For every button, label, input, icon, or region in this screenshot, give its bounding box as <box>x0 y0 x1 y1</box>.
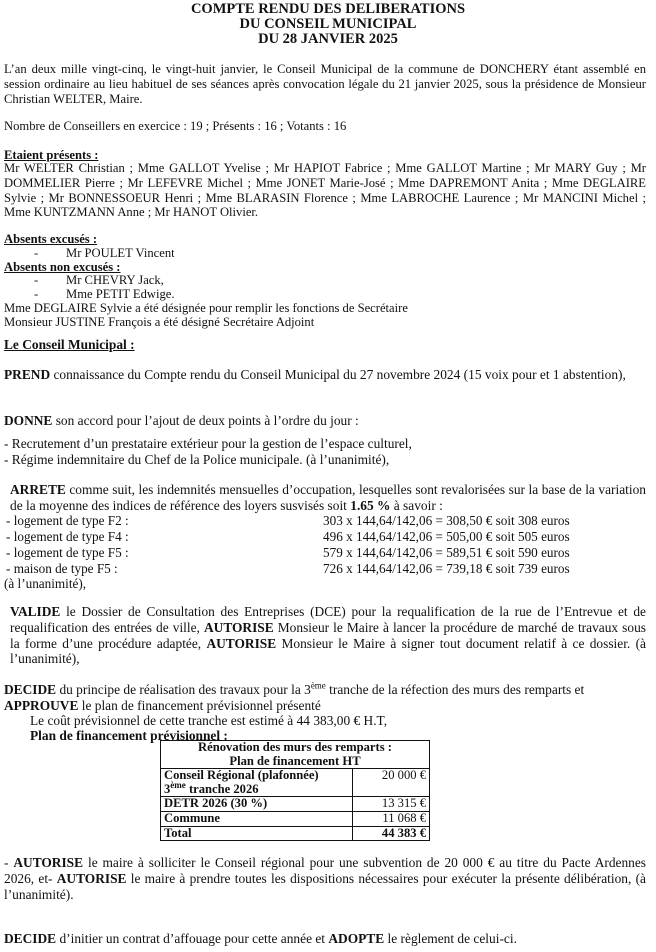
decide-text1: du principe de réalisation des travaux pour la 3 <box>56 682 311 697</box>
arrete-row-label: - maison de type F5 : <box>6 561 118 576</box>
label-sup: ème <box>170 779 186 790</box>
table-cell-label: DETR 2026 (30 %) <box>161 797 353 812</box>
decide2-paragraph <box>4 931 646 947</box>
autorise-paragraph <box>4 855 646 902</box>
arrete-percent: 1.65 % <box>350 497 391 513</box>
table-row <box>161 769 430 797</box>
document-title-line1: COMPTE RENDU DES DELIBERATIONS <box>190 1 466 17</box>
table-cell-label: Total <box>161 826 353 841</box>
arrete-row-calc: 496 x 144,64/142,06 = 505,00 € soit 505 euros <box>323 529 570 544</box>
non-excuses-item: Mme PETIT Edwige. <box>66 287 175 301</box>
table-cell-value: 44 383 € <box>353 826 430 841</box>
autorise-text1: le maire à solliciter le Conseil régional pour une subvention de 20 000 € au titre du Pacte Ardennes 2026, et- <box>4 855 647 886</box>
document-title-line3: DU 28 JANVIER 2025 <box>258 31 398 47</box>
secretaire-line: Mme DEGLAIRE Sylvie a été désignée pour remplir les fonctions de Secrétaire <box>4 301 408 315</box>
presents-heading: Etaient présents : <box>4 148 99 162</box>
arrete-row-calc: 303 x 144,64/142,06 = 308,50 € soit 308 euros <box>323 513 570 528</box>
table-row-label-line2 <box>164 779 349 797</box>
table-cell-label: Commune <box>161 811 353 826</box>
non-excuses-dash: - <box>34 287 39 301</box>
document-title-line2: DU CONSEIL MUNICIPAL <box>239 16 417 32</box>
excuses-dash: - <box>34 246 39 260</box>
donne-item: - Régime indemnitaire du Chef de la Police municipale. (à l’unanimité), <box>4 452 390 467</box>
donne-paragraph <box>4 413 646 429</box>
valide-autorise-verb: AUTORISE <box>206 635 277 651</box>
donne-item: - Recrutement d’un prestataire extérieur pour la gestion de l’espace culturel, <box>4 436 412 451</box>
table-row <box>161 826 430 841</box>
label-part: tranche 2026 <box>185 781 259 796</box>
decide-text2: tranche de la réfection des murs des remparts et <box>325 682 585 697</box>
decide-sup: ème <box>310 680 326 691</box>
valide-text1: le Dossier de Consultation des Entreprises (DCE) pour la requalification de la rue de l’Entrevue et de requalification des entrées de ville, <box>10 604 646 635</box>
valide-paragraph <box>10 604 646 667</box>
table-row-label: Conseil Régional (plafonnée) <box>164 768 319 783</box>
prend-verb: PREND <box>4 367 51 382</box>
decide-verb: DECIDE <box>4 682 57 697</box>
arrete-paragraph <box>10 482 646 514</box>
excuses-item: Mr POULET Vincent <box>66 246 175 260</box>
non-excuses-item: Mr CHEVRY Jack, <box>66 273 164 287</box>
valide-autorise-verb: AUTORISE <box>203 619 274 635</box>
table-cell-value: 20 000 € <box>353 769 430 797</box>
intro-paragraph: L’an deux mille vingt-cinq, le vingt-huit janvier, le Conseil Municipal de la commune de DONCHERY étant assemblé en session ordinaire au lieu habituel de ses séances après convocation légale du 21 janvier 2025, sous la présidence de Monsieur Christian WELTER, Maire. <box>4 62 646 106</box>
valide-text2: Monsieur le Maire à lancer la procédure de marché de travaux sous la forme d’une procédure adaptée, <box>10 619 646 651</box>
arrete-row-label: - logement de type F4 : <box>6 529 129 544</box>
table-row <box>161 811 430 826</box>
autorise-verb: AUTORISE <box>13 855 84 870</box>
non-excuses-dash: - <box>34 273 39 287</box>
autorise-verb: AUTORISE <box>56 870 127 886</box>
arrete-row-label: - logement de type F5 : <box>6 545 129 560</box>
arrete-verb: ARRETE <box>10 482 66 497</box>
label-part: 3 <box>164 781 171 796</box>
decide2-text1: d’initier un contrat d’affouage pour cette année et <box>56 931 329 946</box>
adopte-verb: ADOPTE <box>328 931 385 946</box>
cout-line: Le coût prévisionnel de cette tranche est estimé à 44 383,00 € H.T, <box>30 713 388 728</box>
council-counts: Nombre de Conseillers en exercice : 19 ; Présents : 16 ; Votants : 16 <box>4 119 347 133</box>
arrete-text2: à savoir : <box>390 497 443 513</box>
autorise-text2: le maire à prendre toutes les dispositions nécessaires pour exécuter la présente délibération, (à l’unanimité). <box>4 870 646 902</box>
table-header-row <box>161 741 430 769</box>
presents-list: Mr WELTER Christian ; Mme GALLOT Yvelise ; Mr HAPIOT Fabrice ; Mme GALLOT Martine ; Mr MARY Guy ; Mr DOMMELIER Pierre ; Mr LEFEVRE Michel ; Mme JONET Marie-José ; Mme DAPREMONT Anita ; Mme DEGLAIRE Sylvie ; Mr BONNESSOEUR Henri ; Mme BLARASIN Florence ; Mme LABROCHE Laurence ; Mr MANCINI Michel ; Mme KUNTZMANN Anne ; Mr HANOT Olivier. <box>4 161 646 220</box>
table-header-line1: Rénovation des murs des remparts : <box>198 740 392 754</box>
arrete-row-calc: 579 x 144,64/142,06 = 589,51 € soit 590 euros <box>323 545 570 560</box>
prend-text: connaissance du Compte rendu du Conseil Municipal du 27 novembre 2024 (15 voix pour et 1 abstention), <box>50 367 626 382</box>
conseil-heading: Le Conseil Municipal : <box>4 337 135 352</box>
valide-text3: Monsieur le Maire à signer tout document relatif à ce dossier. (à l’unanimité), <box>10 635 646 667</box>
arrete-row-label: - logement de type F2 : <box>6 513 129 528</box>
table-header <box>161 741 430 769</box>
decide2-verb: DECIDE <box>4 931 57 946</box>
decide2-text2: le règlement de celui-ci. <box>384 931 517 946</box>
table-row <box>161 797 430 812</box>
table-cell-value: 13 315 € <box>353 797 430 812</box>
valide-verb: VALIDE <box>10 604 61 619</box>
decide-text3: le plan de financement prévisionnel présenté <box>78 697 321 713</box>
arrete-text1: comme suit, les indemnités mensuelles d’occupation, lesquelles sont revalorisées sur la base de la variation de la moyenne des indices de référence des loyers susvisés soit <box>10 482 646 513</box>
table-cell-label <box>161 769 353 797</box>
table-cell-value: 11 068 € <box>353 811 430 826</box>
plan-heading: Plan de financement prévisionnel : <box>30 728 228 743</box>
financing-table <box>160 740 430 841</box>
non-excuses-heading: Absents non excusés : <box>4 260 121 274</box>
donne-text: son accord pour l’ajout de deux points à l’ordre du jour : <box>52 413 359 428</box>
secretaire-adjoint-line: Monsieur JUSTINE François a été désigné Secrétaire Adjoint <box>4 315 315 329</box>
table-header-line2: Plan de financement HT <box>229 753 361 768</box>
excuses-heading: Absents excusés : <box>4 232 98 246</box>
autorise-prefix: - <box>4 855 14 870</box>
prend-paragraph <box>4 367 646 383</box>
arrete-end: (à l’unanimité), <box>4 576 87 591</box>
decide-paragraph <box>4 682 646 714</box>
arrete-row-calc: 726 x 144,64/142,06 = 739,18 € soit 739 euros <box>323 561 570 576</box>
approuve-verb: APPROUVE <box>4 697 79 713</box>
donne-verb: DONNE <box>4 413 53 428</box>
